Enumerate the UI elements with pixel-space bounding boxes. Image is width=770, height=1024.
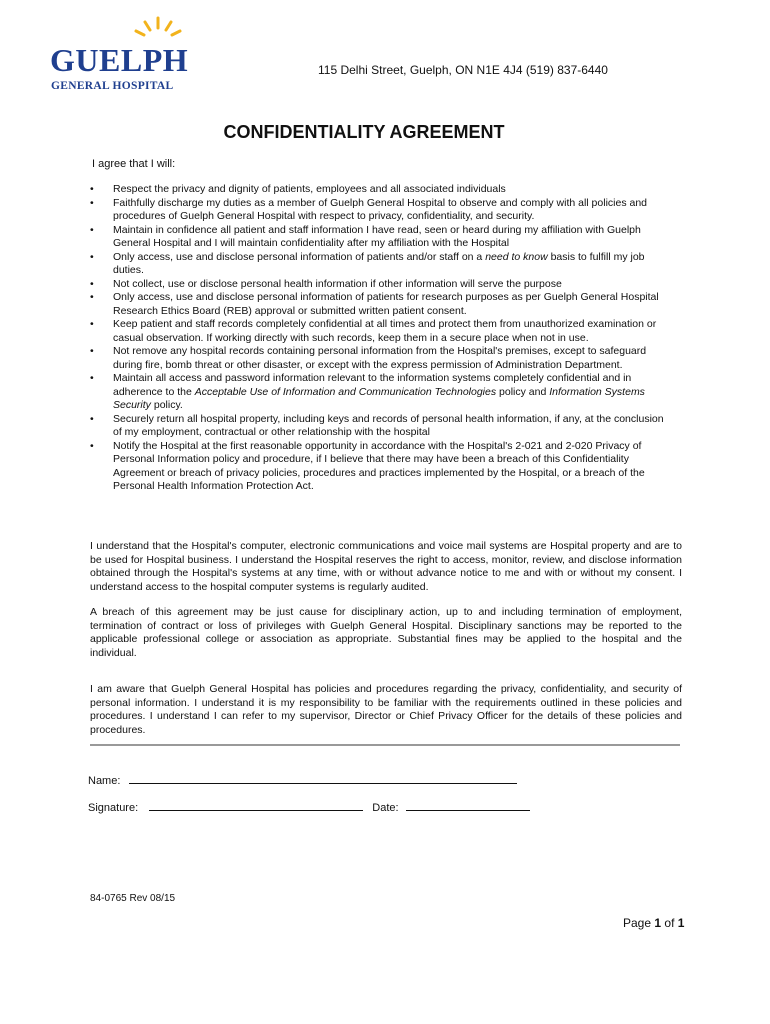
list-item: • Maintain in confidence all patient and staff information I have read, seen or heard during my affiliation with Guelph General Hospital and I will maintain confidentiality after my affiliation with the Hospital [88, 224, 668, 251]
hospital-address: 115 Delhi Street, Guelph, ON N1E 4J4 (519) 837-6440 [318, 63, 608, 77]
date-field[interactable] [406, 799, 530, 811]
name-label: Name: [88, 775, 121, 787]
list-item: • Only access, use and disclose personal information of patients for research purposes as per Guelph General Hospital Research Ethics Board (REB) approval or submitted written patient consent. [88, 291, 668, 318]
date-label: Date: [372, 802, 399, 814]
list-item: • Not remove any hospital records containing personal information from the Hospital's premises, except to safeguard during fire, bomb threat or other disaster, or except with the express permission of Administration Department. [88, 345, 668, 372]
logo-wordmark: GUELPH [50, 42, 189, 78]
signature-label: Signature: [88, 802, 139, 814]
list-item: • Only access, use and disclose personal information of patients and/or staff on a need to know basis to fulfill my job duties. [88, 251, 668, 278]
list-item: • Keep patient and staff records completely confidential at all times and protect them from unauthorized examination or casual observation. If working directly with such records, keep them in a secure place when not in use. [88, 318, 668, 345]
document-title: CONFIDENTIALITY AGREEMENT [223, 122, 505, 142]
list-item: • Not collect, use or disclose personal health information if other information will serve the purpose [88, 278, 668, 292]
signature-field[interactable] [149, 799, 363, 811]
agreement-list [88, 183, 668, 494]
paragraph-breach: A breach of this agreement may be just cause for disciplinary action, up to and including termination of employment, termination of contract or loss of privileges with Guelph General Hospital. Disciplinary sanctions may be reported to the applicable professional college or association as appropriate. Substantial fines may be applied to the hospital and the individual. [90, 606, 682, 659]
paragraph-systems: I understand that the Hospital's computer, electronic communications and voice mail systems are Hospital property and are to be used for Hospital business. I understand the Hospital reserves the right to access, monitor, review, and disclose information obtained through the Hospital's systems at any time, with or without advance notice to me and with or without my consent. I understand access to the hospital computer systems is regularly audited. [90, 540, 682, 593]
list-item: • Respect the privacy and dignity of patients, employees and all associated individuals [88, 183, 668, 197]
list-item: • Faithfully discharge my duties as a member of Guelph General Hospital to observe and comply with all policies and procedures of Guelph General Hospital with respect to privacy, confidentiality, and security. [88, 197, 668, 224]
name-field[interactable] [129, 772, 517, 784]
signature-row [88, 799, 530, 814]
divider [90, 744, 680, 746]
name-row [88, 772, 517, 787]
page-number: Page 1 of 1 [623, 916, 685, 930]
paragraph-policies: I am aware that Guelph General Hospital has policies and procedures regarding the privacy, confidentiality, and security of personal information. I understand it is my responsibility to be familiar with the requirements outlined in these policies and procedures. I understand I can refer to my supervisor, Director or Chief Privacy Officer for the details of these policies and procedures. [90, 683, 682, 736]
list-item: • Maintain all access and password information relevant to the information systems completely confidential and in adherence to the Acceptable Use of Information and Communication Technologies policy and Information Systems Security policy. [88, 372, 668, 413]
list-item: • Securely return all hospital property, including keys and records of personal health information, if any, at the conclusion of my employment, contractual or other relationship with the hospital [88, 413, 668, 440]
logo-subtitle: GENERAL HOSPITAL [51, 80, 174, 92]
intro-text: I agree that I will: [92, 158, 176, 170]
form-number: 84-0765 Rev 08/15 [90, 893, 176, 904]
list-item: • Notify the Hospital at the first reasonable opportunity in accordance with the Hospital's 2-021 and 2-020 Privacy of Personal Information policy and procedure, if I believe that there may have been a breach of this Confidentiality Agreement or breach of privacy policies, procedures and practices implemented by the Hospital, or a breach of the Personal Health Information Protection Act. [88, 440, 668, 494]
hospital-logo [48, 16, 188, 94]
